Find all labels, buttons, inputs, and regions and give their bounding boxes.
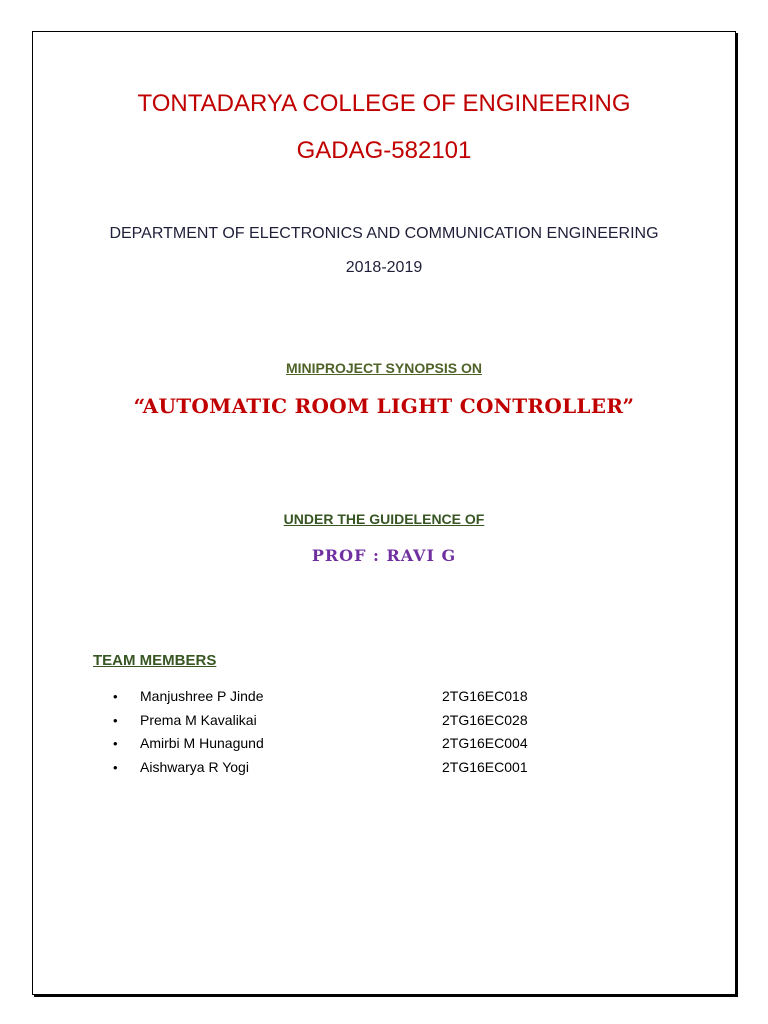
member-usn: 2TG16EC001 <box>442 758 528 775</box>
member-name: Amirbi M Hunagund <box>140 735 264 751</box>
member-usn: 2TG16EC028 <box>442 711 528 728</box>
guide-name: PROF : RAVI G <box>311 546 457 565</box>
team-member-list <box>113 685 593 779</box>
college-name: TONTADARYA COLLEGE OF ENGINEERING <box>137 90 631 117</box>
team-member-row <box>113 732 593 756</box>
team-member-row <box>113 709 593 733</box>
project-title: “AUTOMATIC ROOM LIGHT CONTROLLER” <box>133 394 635 418</box>
college-location: GADAG-582101 <box>296 137 472 164</box>
guide-label: UNDER THE GUIDELENCE OF <box>283 511 485 527</box>
bullet-icon: • <box>113 736 118 751</box>
member-name: Prema M Kavalikai <box>140 711 257 728</box>
member-name: Aishwarya R Yogi <box>140 758 249 775</box>
team-member-row <box>113 685 593 709</box>
team-member-row <box>113 756 593 780</box>
bullet-icon: • <box>113 759 118 775</box>
member-name: Manjushree P Jinde <box>140 688 264 704</box>
department-name: DEPARTMENT OF ELECTRONICS AND COMMUNICATION ENGINEERING <box>109 225 659 242</box>
academic-year: 2018-2019 <box>345 259 423 276</box>
synopsis-label: MINIPROJECT SYNOPSIS ON <box>285 360 483 376</box>
bullet-icon: • <box>113 712 118 728</box>
member-usn: 2TG16EC018 <box>442 688 528 704</box>
bullet-icon: • <box>113 689 118 704</box>
team-heading: TEAM MEMBERS <box>93 652 217 669</box>
member-usn: 2TG16EC004 <box>442 735 528 751</box>
